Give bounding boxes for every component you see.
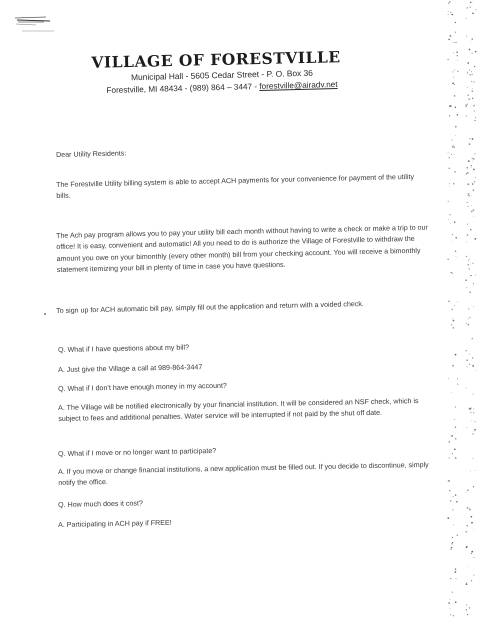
- scan-mark-decoration: [14, 14, 54, 34]
- faq-question: Q. What if I move or no longer want to participate?: [58, 446, 217, 458]
- paragraph-signup: To sign up for ACH automatic bill pay, simply fill out the application and return with a voided check.: [56, 300, 364, 315]
- stray-dot: [44, 313, 46, 315]
- faq-question: Q. How much does it cost?: [58, 499, 143, 509]
- paragraph-ach-intro: The Forestville Utility billing system is able to accept ACH payments for your convenience for payment of the utility bills.: [56, 172, 415, 201]
- salutation: Dear Utility Residents:: [56, 149, 127, 159]
- faq-answer: A. The Village will be notified electronically by your financial institution. It will be considered an NSF check, which is subject to fees and additional penalties. Water service will be interrupted if not paid by the shut off date.: [58, 397, 419, 423]
- letterhead-city-phone: Forestville, MI 48434 - (989) 864 – 3447 -: [106, 82, 260, 96]
- scan-edge-noise: [418, 0, 480, 622]
- faq-answer: A. Just give the Village a call at 989-864-3447: [58, 363, 203, 374]
- faq-question: Q. What if I have questions about my bill?: [58, 343, 190, 354]
- faq-answer: A. Participating in ACH pay if FREE!: [58, 518, 172, 529]
- letterhead-email-link[interactable]: forestville@airadv.net: [259, 79, 338, 92]
- paragraph-ach-program: The Ach pay program allows you to pay your utility bill each month without having to write a check or make a trip to our office! It is easy, convenient and automatic! All you need to do is authorize the Village of Forestville to withdraw the amount you owe on your bimonthly (every other month) bill from your checking account. You will receive a bimonthly statement itemizing your bill in plenty of time in case you have questions.: [56, 223, 428, 275]
- letterhead-address: Municipal Hall - 5605 Cedar Street - P. O. Box 36: [130, 67, 314, 83]
- faq-question: Q. What if I don’t have enough money in my account?: [58, 381, 227, 393]
- letterhead-title: VILLAGE OF FORESTVILLE: [91, 47, 341, 72]
- faq-answer: A. If you move or change financial institutions, a new application must be filled out. If you decide to discontinue, simply notify the office.: [58, 460, 429, 487]
